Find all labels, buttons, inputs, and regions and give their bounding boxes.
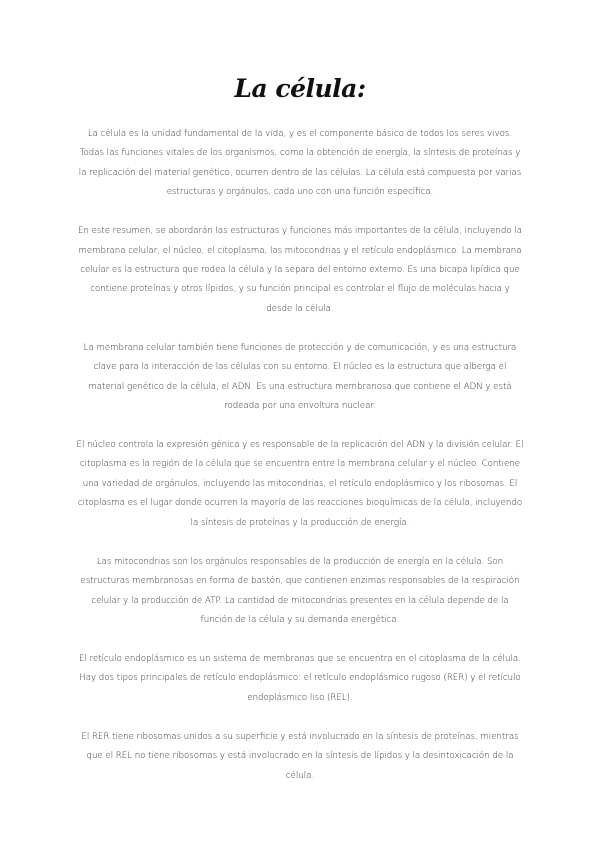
page-title: La célula: <box>234 74 366 103</box>
paragraph-intro: La célula es la unidad fundamental de la vida, y es el componente básico de todos los seres vivos. Todas las funciones vitales de los organismos, como la obtención de energía, la síntesis de proteínas y la replicación del material genético, ocurren dentro de las células. La célula está compuesta por varias estructuras y orgánulos, cada uno con una función específica. <box>78 129 522 198</box>
paragraph-er: El retículo endoplásmico es un sistema de membranas que se encuentra en el citoplasma de la célula. Hay dos tipos principales de retículo endoplásmico: el retículo endoplásmico rugoso (RER) y el retículo endoplásmico liso (REL). <box>79 653 521 703</box>
paragraph-mitochondria: Las mitocondrias son los orgánulos responsables de la producción de energía en la célula. Son estructuras membranosas en forma de bastón, que contienen enzimas responsables de la respiración celular y la producción de ATP. La cantidad de mitocondrias presentes en la célula depende de la función de la célula y su demanda energética. <box>80 556 520 625</box>
paragraph-rer-rel: El RER tiene ribosomas unidos a su superficie y está involucrado en la síntesis de proteínas, mientras que el REL no tiene ribosomas y está involucrado en la síntesis de lípidos y la desintoxicación de la célula. <box>81 731 519 781</box>
paragraph-membrane: La membrana celular también tiene funciones de protección y de comunicación, y es una estructura clave para la interacción de las células con su entorno. El núcleo es la estructura que alberga el material genético de la célula, el ADN. Es una estructura membranosa que contiene el ADN y está rodeada por una envoltura nuclear. <box>83 342 517 412</box>
paragraph-summary: En este resumen, se abordarán las estructuras y funciones más importantes de la célula, incluyendo la membrana celular, el núcleo, el citoplasma, las mitocondrias y el retículo endoplásmico. La membrana celular es la estructura que rodea la célula y la separa del entorno externo. Es una bicapa lipídica que contiene proteínas y otros lípidos, y su función principal es controlar el flujo de moléculas hacia y desde la célula. <box>78 226 522 314</box>
document-body <box>76 125 524 806</box>
paragraph-nucleus: El núcleo controla la expresión génica y es responsable de la replicación del ADN y la división celular. El citoplasma es la región de la célula que se encuentra entre la membrana celular y el núcleo. Contiene una variedad de orgánulos, incluyendo las mitocondrias, el retículo endoplásmico y los ribosomas. El citoplasma es el lugar donde ocurren la mayoría de las reacciones bioquímicas de la célula, incluyendo la síntesis de proteínas y la producción de energía. <box>76 440 524 528</box>
